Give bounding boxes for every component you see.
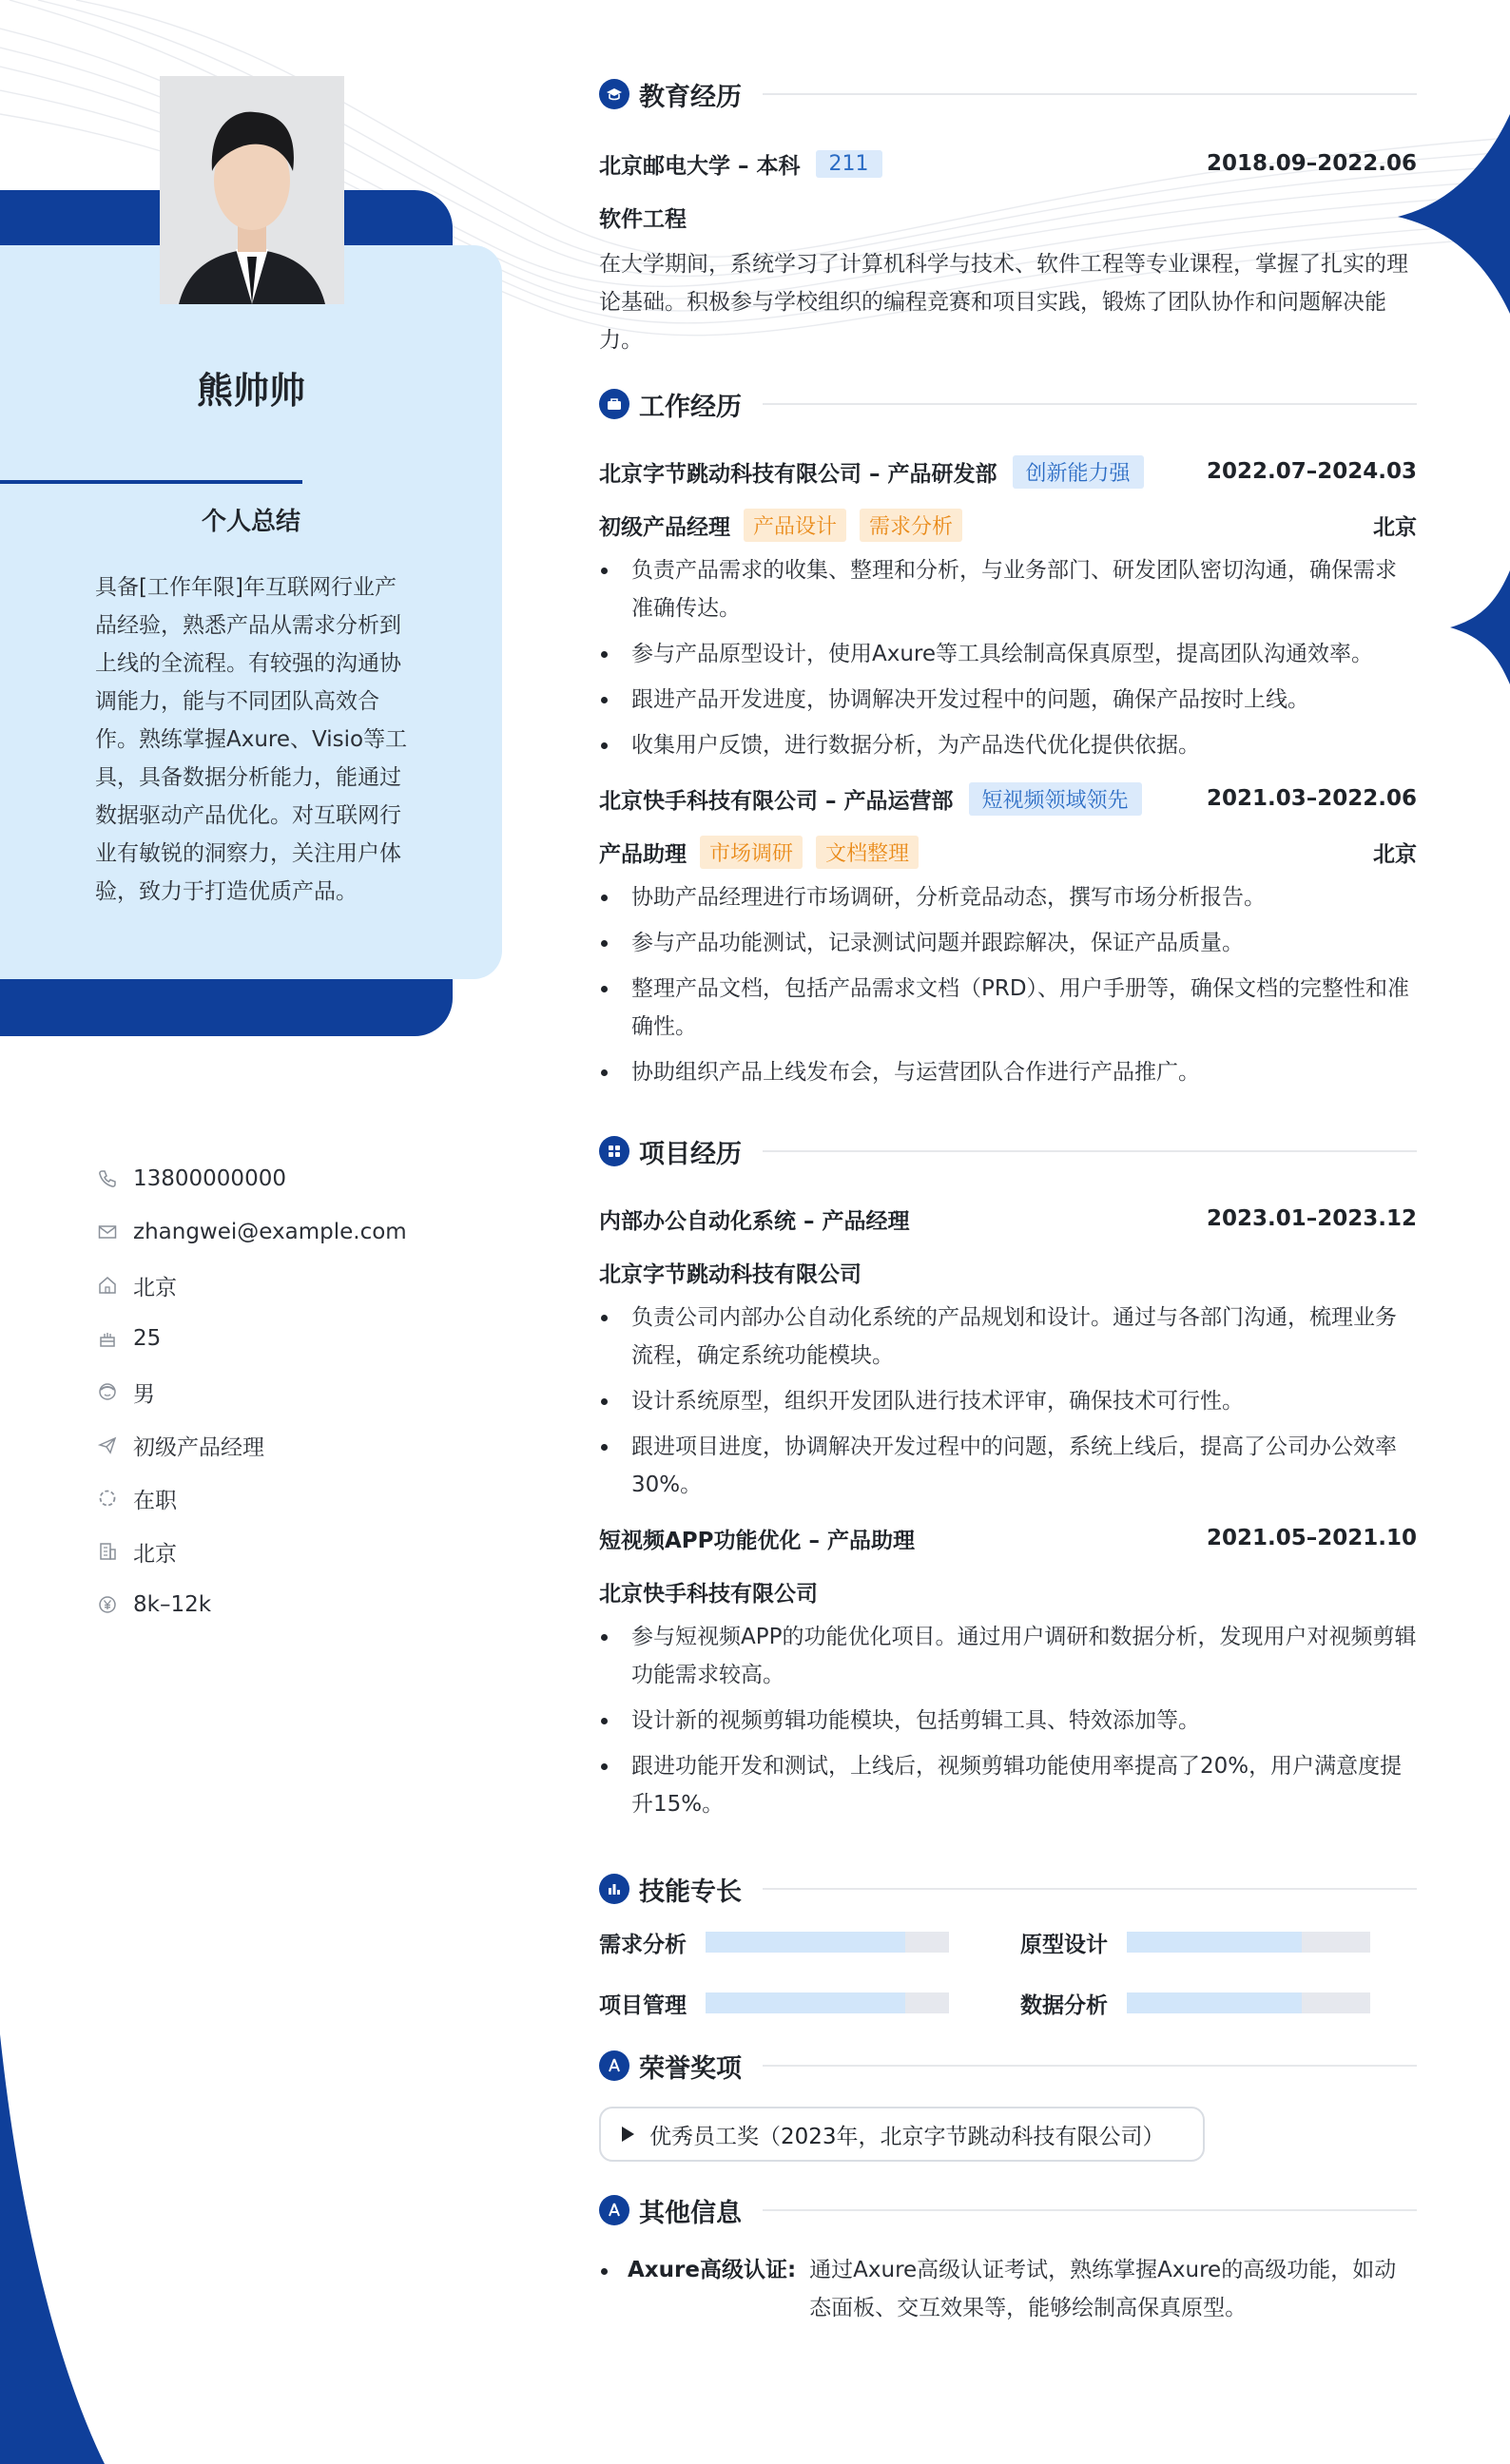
project-header <box>599 1511 1417 1565</box>
summary-title: 个人总结 <box>201 508 300 536</box>
project-bullets <box>599 1618 1417 1823</box>
list-item: 整理产品文档，包括产品需求文档（PRD）、用户手册等，确保文档的完整性和准确性。 <box>599 970 1417 1046</box>
project-company-row <box>599 1565 1417 1618</box>
project-header <box>599 1192 1417 1245</box>
award-icon <box>599 2195 629 2225</box>
info-status <box>95 1472 407 1525</box>
info-email <box>95 1205 407 1259</box>
project-date: 2021.05–2021.10 <box>1206 1526 1417 1550</box>
honor-item[interactable] <box>599 2107 1205 2162</box>
info-position <box>95 1418 407 1472</box>
skill-item <box>599 1987 1020 2019</box>
section-divider <box>763 2065 1417 2067</box>
job-header <box>599 445 1417 498</box>
building-icon <box>95 1539 120 1564</box>
job-header <box>599 772 1417 825</box>
award-icon <box>599 2050 629 2081</box>
project-company: 北京快手科技有限公司 <box>599 1581 818 1607</box>
job-date: 2022.07–2024.03 <box>1206 459 1417 484</box>
school-tag: 211 <box>816 150 882 178</box>
info-value: zhangwei@example.com <box>133 1220 407 1244</box>
list-item: 设计新的视频剪辑功能模块，包括剪辑工具、特效添加等。 <box>599 1702 1417 1740</box>
company-name: 北京快手科技有限公司 – 产品运营部 <box>599 788 954 814</box>
info-phone <box>95 1152 407 1205</box>
info-location <box>95 1259 407 1312</box>
skill-bar-fill <box>706 1932 905 1953</box>
info-value: 25 <box>133 1326 162 1351</box>
send-icon <box>95 1433 120 1457</box>
job-date: 2021.03–2022.06 <box>1206 786 1417 811</box>
company-tag: 创新能力强 <box>1013 455 1144 489</box>
project-entry <box>599 1511 1417 1823</box>
briefcase-icon <box>599 389 629 419</box>
section-other-header <box>599 2186 1417 2234</box>
job-entry <box>599 445 1417 764</box>
section-title: 工作经历 <box>639 392 742 422</box>
section-education-header <box>599 70 1417 118</box>
info-value: 初级产品经理 <box>133 1434 264 1460</box>
job-bullets <box>599 878 1417 1091</box>
job-role: 产品助理 <box>599 841 687 867</box>
section-work-header <box>599 380 1417 428</box>
job-city: 北京 <box>1373 514 1417 540</box>
list-item: 负责产品需求的收集、整理和分析，与业务部门、研发团队密切沟通，确保需求准确传达。 <box>599 551 1417 627</box>
skill-tag: 市场调研 <box>700 836 803 869</box>
list-item: 收集用户反馈，进行数据分析，为产品迭代优化提供依据。 <box>599 726 1417 764</box>
info-gender <box>95 1365 407 1418</box>
face-icon <box>95 1379 120 1404</box>
skill-tag: 文档整理 <box>816 836 919 869</box>
job-entry <box>599 772 1417 1091</box>
home-icon <box>95 1273 120 1298</box>
skill-bar <box>1127 1992 1370 2013</box>
section-title: 其他信息 <box>639 2198 742 2228</box>
section-title: 技能专长 <box>639 1877 742 1907</box>
skill-item <box>1020 1987 1417 2019</box>
info-age <box>95 1312 407 1365</box>
major: 软件工程 <box>599 206 687 232</box>
list-item: 负责公司内部办公自动化系统的产品规划和设计。通过与各部门沟通，梳理业务流程，确定系统功能模块。 <box>599 1299 1417 1375</box>
status-icon <box>95 1486 120 1511</box>
contact-info-list <box>95 1152 407 1631</box>
job-bullets <box>599 551 1417 764</box>
avatar <box>160 76 344 304</box>
skills-grid <box>599 1926 1417 2019</box>
summary-divider <box>0 480 302 484</box>
mail-icon <box>95 1220 120 1244</box>
section-divider <box>763 1888 1417 1890</box>
project-company-row <box>599 1245 1417 1299</box>
summary-text: 具备[工作年限]年互联网行业产品经验，熟悉产品从需求分析到上线的全流程。有较强的沟通协调能力，能与不同团队高效合作。熟练掌握Axure、Visio等工具，具备数据分析能力，能通过数据驱动产品优化。对互联网行业有敏锐的洞察力，关注用户体验，致力于打造优质产品。 <box>95 575 408 904</box>
list-item: 参与产品原型设计，使用Axure等工具绘制高保真原型，提高团队沟通效率。 <box>599 635 1417 673</box>
grid-icon <box>599 1136 629 1166</box>
major-row <box>599 190 1417 243</box>
list-item: 跟进产品开发进度，协调解决开发过程中的问题，确保产品按时上线。 <box>599 681 1417 719</box>
section-title: 荣誉奖项 <box>639 2053 742 2084</box>
phone-icon <box>95 1166 120 1191</box>
project-company: 北京字节跳动科技有限公司 <box>599 1261 861 1287</box>
list-item: 跟进功能开发和测试，上线后，视频剪辑功能使用率提高了20%，用户满意度提升15%。 <box>599 1747 1417 1823</box>
skill-bar-fill <box>1127 1992 1302 2013</box>
bar-chart-icon <box>599 1874 629 1904</box>
cake-icon <box>95 1326 120 1351</box>
education-row <box>599 137 1417 190</box>
skill-item <box>1020 1926 1417 1958</box>
project-name: 内部办公自动化系统 – 产品经理 <box>599 1208 910 1234</box>
skill-bar <box>706 1932 949 1953</box>
honor-text: 优秀员工奖（2023年，北京字节跳动科技有限公司） <box>649 2124 1165 2149</box>
list-item: 参与短视频APP的功能优化项目。通过用户调研和数据分析，发现用户对视频剪辑功能需求较高。 <box>599 1618 1417 1694</box>
list-item <box>599 2251 1417 2327</box>
info-value: 13800000000 <box>133 1166 286 1191</box>
skill-name: 需求分析 <box>599 1932 687 1957</box>
job-role-row <box>599 825 1417 878</box>
section-divider <box>763 403 1417 405</box>
section-title: 项目经历 <box>639 1139 742 1169</box>
yen-icon <box>95 1592 120 1617</box>
job-city: 北京 <box>1373 841 1417 867</box>
job-role: 初级产品经理 <box>599 514 730 540</box>
info-city <box>95 1525 407 1578</box>
skill-tag: 产品设计 <box>744 509 846 542</box>
skill-bar-fill <box>1127 1932 1302 1953</box>
other-value: 通过Axure高级认证考试，熟练掌握Axure的高级功能，如动态面板、交互效果等，能够绘制高保真原型。 <box>809 2258 1397 2320</box>
list-item: 参与产品功能测试，记录测试问题并跟踪解决，保证产品质量。 <box>599 924 1417 962</box>
education-date: 2018.09–2022.06 <box>1206 151 1417 176</box>
project-entry <box>599 1192 1417 1504</box>
list-item: 协助组织产品上线发布会，与运营团队合作进行产品推广。 <box>599 1053 1417 1091</box>
info-value: 在职 <box>133 1488 177 1513</box>
skill-bar <box>1127 1932 1370 1953</box>
skill-name: 原型设计 <box>1020 1932 1108 1957</box>
skill-tag: 需求分析 <box>860 509 962 542</box>
section-skills-header <box>599 1865 1417 1913</box>
project-date: 2023.01–2023.12 <box>1206 1206 1417 1231</box>
skill-name: 数据分析 <box>1020 1992 1108 2018</box>
info-value: 男 <box>133 1381 155 1407</box>
candidate-name: 熊帅帅 <box>196 370 305 412</box>
other-key: Axure高级认证: <box>628 2258 797 2282</box>
company-tag: 短视频领域领先 <box>969 782 1142 816</box>
info-value: 北京 <box>133 1275 177 1300</box>
list-item: 协助产品经理进行市场调研，分析竞品动态，撰写市场分析报告。 <box>599 878 1417 916</box>
list-item: 设计系统原型，组织开发团队进行技术评审，确保技术可行性。 <box>599 1382 1417 1420</box>
main-content <box>599 70 1417 2327</box>
skill-name: 项目管理 <box>599 1992 687 2018</box>
list-item: 跟进项目进度，协调解决开发过程中的问题，系统上线后，提高了公司办公效率30%。 <box>599 1428 1417 1504</box>
section-projects-header <box>599 1127 1417 1175</box>
project-bullets <box>599 1299 1417 1504</box>
school-name: 北京邮电大学 – 本科 <box>599 153 801 179</box>
section-honors-header <box>599 2042 1417 2089</box>
section-divider <box>763 1150 1417 1152</box>
education-desc: 在大学期间，系统学习了计算机科学与技术、软件工程等专业课程，掌握了扎实的理论基础。积极参与学校组织的编程竞赛和项目实践，锻炼了团队协作和问题解决能力。 <box>599 252 1408 353</box>
section-divider <box>763 2209 1417 2211</box>
skill-item <box>599 1926 1020 1958</box>
skill-bar <box>706 1992 949 2013</box>
section-title: 教育经历 <box>639 82 742 112</box>
job-role-row <box>599 498 1417 551</box>
info-salary <box>95 1578 407 1631</box>
other-info-list <box>599 2251 1417 2327</box>
graduation-cap-icon <box>599 79 629 109</box>
project-name: 短视频APP功能优化 – 产品助理 <box>599 1528 916 1553</box>
play-triangle-icon <box>622 2127 634 2142</box>
section-divider <box>763 93 1417 95</box>
skill-bar-fill <box>706 1992 905 2013</box>
info-value: 8k–12k <box>133 1592 212 1617</box>
company-name: 北京字节跳动科技有限公司 – 产品研发部 <box>599 461 997 487</box>
info-value: 北京 <box>133 1541 177 1567</box>
